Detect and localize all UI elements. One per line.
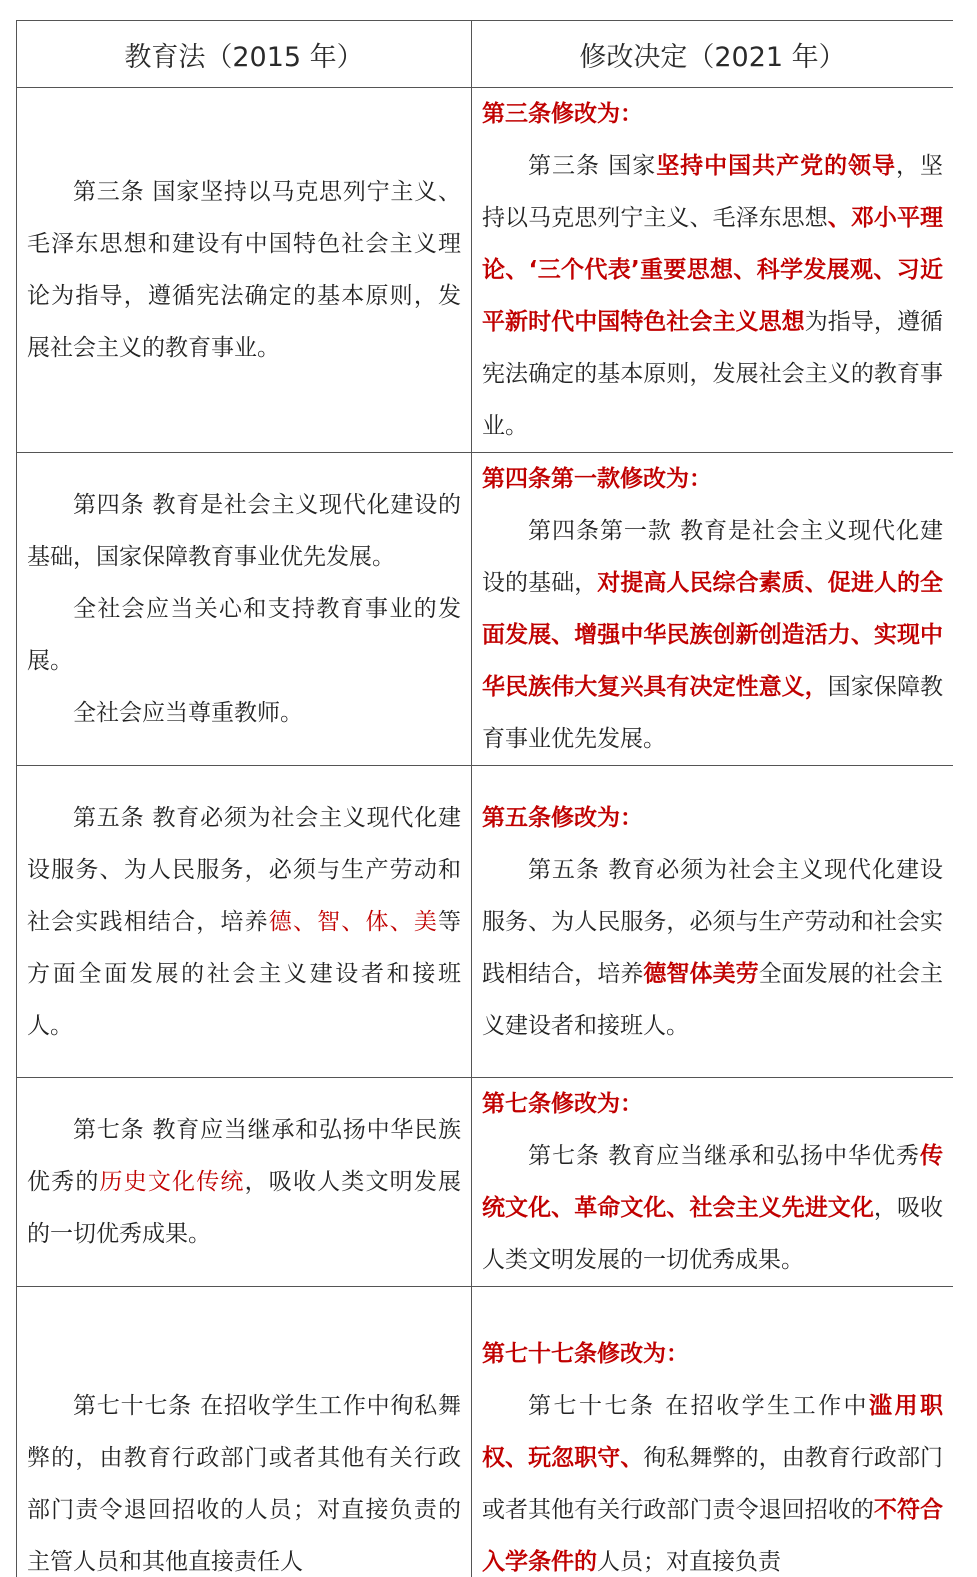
old-paragraph	[27, 687, 461, 739]
text-run: 第五条 教育必须为社会主义现代化建设服务、为人民服务，必须与生产劳动和社会实践相结合，培养	[27, 804, 461, 935]
new-paragraph	[482, 844, 943, 1052]
text-run: 第七条 教育应当继承和弘扬中华民族优秀的	[27, 1117, 461, 1195]
text-run: 等方面全面发展的社会主义建设者和接班人。	[27, 908, 462, 1039]
new-text-cell	[472, 1287, 954, 1577]
text-run: 第四条 教育是社会主义现代化建设的基础，国家保障教育事业优先发展。	[27, 492, 461, 570]
added-text: 滥用职权、玩忽职守、	[482, 1393, 944, 1471]
changed-text: 德、智、体、美	[268, 908, 439, 935]
table-row-article-77	[17, 1287, 954, 1577]
added-text: 不符合入学条件的	[482, 1497, 944, 1575]
amendment-heading: 第四条第一款修改为：	[482, 466, 712, 492]
text-run: 人员；对直接负责	[597, 1549, 781, 1575]
table-row-article-7	[17, 1078, 954, 1287]
old-paragraph	[27, 583, 461, 687]
added-text: 传统文化、革命文化、社会主义先进文化	[482, 1143, 943, 1221]
old-text-cell	[17, 1078, 472, 1287]
old-text-cell	[17, 88, 472, 453]
text-run: 全面发展的社会主义建设者和接班人。	[482, 960, 944, 1039]
text-run: 第五条 教育必须为社会主义现代化建设服务、为人民服务，必须与生产劳动和社会实践相结合，培养	[482, 856, 943, 987]
old-text-cell	[17, 453, 472, 766]
new-text-cell	[472, 88, 954, 453]
amendment-heading: 第七条修改为：	[482, 1091, 643, 1117]
old-paragraph	[27, 166, 461, 374]
table-row-article-3	[17, 88, 954, 453]
text-run: 国家保障教育事业优先发展。	[482, 674, 944, 752]
text-run: 为指导，遵循宪法确定的基本原则，发展社会主义的教育事业。	[482, 309, 944, 439]
table-row-article-4	[17, 453, 954, 766]
amendment-heading: 第三条修改为：	[482, 101, 643, 127]
text-run: 第四条第一款 教育是社会主义现代化建设的基础，	[482, 518, 943, 596]
header-revision-decision: 修改决定（2021 年）	[472, 21, 954, 88]
text-run: ，吸收人类文明发展的一切优秀成果。	[482, 1195, 944, 1273]
new-paragraph	[482, 505, 943, 765]
old-text-cell	[17, 1287, 472, 1577]
header-old-law: 教育法（2015 年）	[17, 21, 472, 88]
amendment-heading: 第五条修改为：	[482, 804, 643, 831]
text-run: 全社会应当尊重教师。	[73, 700, 303, 726]
old-paragraph	[27, 1380, 461, 1577]
text-run: 徇私舞弊的，由教育行政部门或者其他有关行政部门责令退回招收的	[482, 1445, 944, 1523]
old-paragraph	[27, 1104, 461, 1260]
text-run: 第三条 国家	[528, 153, 657, 179]
added-text: 对提高人民综合素质、促进人的全面发展、增强中华民族创新创造活力、实现中华民族伟大复兴具有决定性意义，	[482, 570, 944, 700]
added-text: 德智体美劳	[643, 960, 759, 987]
table-header-row	[17, 21, 954, 88]
new-paragraph	[482, 1380, 943, 1577]
law-comparison-table	[16, 20, 953, 1577]
old-text-cell	[17, 766, 472, 1078]
text-run: 第七条 教育应当继承和弘扬中华优秀	[528, 1143, 920, 1169]
new-paragraph	[482, 140, 943, 452]
new-text-cell	[472, 453, 954, 766]
text-run: 第七十七条 在招收学生工作中	[528, 1393, 870, 1419]
text-run: 第七十七条 在招收学生工作中徇私舞弊的，由教育行政部门或者其他有关行政部门责令退回招收的人员；对直接负责的主管人员和其他直接责任人	[27, 1393, 461, 1575]
text-run: 第三条 国家坚持以马克思列宁主义、毛泽东思想和建设有中国特色社会主义理论为指导，遵循宪法确定的基本原则，发展社会主义的教育事业。	[27, 179, 461, 361]
old-paragraph	[27, 792, 461, 1052]
changed-text: 历史文化传统	[99, 1169, 245, 1195]
comparison-page	[16, 20, 953, 1577]
added-text: 、邓小平理论、‘三个代表’重要思想、科学发展观、习近平新时代中国特色社会主义思想	[482, 205, 944, 335]
new-paragraph	[482, 1130, 943, 1286]
new-text-cell	[472, 766, 954, 1078]
table-row-article-5	[17, 766, 954, 1078]
old-paragraph	[27, 479, 461, 583]
amendment-heading: 第七十七条修改为：	[482, 1341, 689, 1367]
text-run: 全社会应当关心和支持教育事业的发展。	[27, 596, 461, 674]
new-text-cell	[472, 1078, 954, 1287]
text-run: ，坚持以马克思列宁主义、毛泽东思想	[482, 153, 944, 231]
text-run: ，吸收人类文明发展的一切优秀成果。	[27, 1169, 462, 1247]
added-text: 坚持中国共产党的领导	[656, 153, 897, 179]
